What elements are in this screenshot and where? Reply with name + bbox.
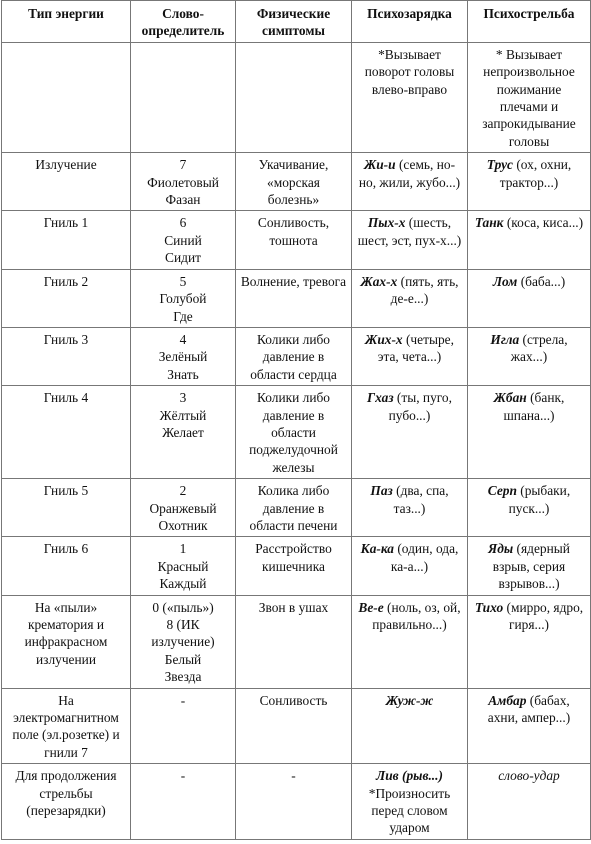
shot-key: Жбан: [493, 390, 527, 406]
shot-rest: (бабах, ахни, ампер...): [487, 692, 571, 726]
shot-rest: (банк, шпана...): [503, 390, 565, 423]
header-symptoms: Физические симптомы: [236, 1, 352, 43]
table-row-em: [2, 688, 591, 764]
header-row: [2, 1, 591, 43]
keyword-cell: [131, 211, 236, 269]
shot-rest: (ядерный взрыв, серия взрывов...): [492, 541, 570, 592]
shot-key: Игла: [490, 331, 520, 347]
keyword-number: 7: [179, 157, 187, 173]
shot-key: Серп: [487, 483, 517, 499]
table-row: [2, 327, 591, 385]
charge-rest: (ты, пуго, пубо...): [388, 390, 452, 423]
keyword-cell: [131, 479, 236, 537]
shot-key: Тихо: [474, 599, 504, 615]
table-row: [2, 479, 591, 537]
charge-rest: (семь, но-но, жили, жубо...): [358, 157, 461, 190]
keyword-cell: [131, 537, 236, 595]
charge-cell: [352, 764, 468, 840]
shot-cell: [468, 595, 591, 688]
keyword-word: Охотник: [158, 517, 208, 533]
shot-cell: [468, 269, 591, 327]
keyword-cell: -: [131, 764, 236, 840]
keyword-cell: -: [131, 688, 236, 764]
symptoms-cell: Сонливость: [236, 688, 352, 764]
charge-cell: [352, 327, 468, 385]
charge-rest: (четыре, эта, чета...): [377, 331, 454, 365]
energy-type-cell: Гниль 5: [2, 479, 131, 537]
shot-cell: [468, 537, 591, 595]
charge-rest: (пять, ять, де-е...): [390, 273, 459, 307]
energy-type-cell: Гниль 2: [2, 269, 131, 327]
shot-cell: [468, 211, 591, 269]
energy-type-cell: Гниль 3: [2, 327, 131, 385]
energy-type-cell: На электромагнитном поле (эл.розетке) и гнили 7: [2, 688, 131, 764]
keyword-line: 0 («пыль»): [152, 599, 214, 615]
keyword-color: Фиолетовый: [147, 174, 219, 190]
shot-cell: [468, 327, 591, 385]
charge-key: Гхаз: [367, 390, 394, 406]
symptoms-cell: Укачивание, «морская болезнь»: [236, 153, 352, 211]
keyword-line: Белый: [164, 651, 202, 667]
header-keyword: Слово-определитель: [131, 1, 236, 43]
shot-cell: [468, 153, 591, 211]
shot-key: Лом: [492, 273, 518, 289]
keyword-cell: [131, 153, 236, 211]
keyword-cell: [131, 327, 236, 385]
energy-type-cell: Гниль 1: [2, 211, 131, 269]
keyword-word: Где: [173, 308, 193, 324]
keyword-color: Синий: [164, 232, 202, 248]
charge-key: Жих-х: [365, 331, 403, 347]
keyword-line: Звезда: [164, 669, 202, 685]
keyword-word: Желает: [162, 424, 204, 440]
shot-key: Трус: [486, 157, 513, 173]
keyword-number: 6: [179, 215, 187, 231]
charge-cell: [352, 537, 468, 595]
energy-table: [1, 0, 591, 840]
shot-key: Амбар: [488, 692, 527, 708]
keyword-word: Каждый: [159, 576, 207, 592]
energy-type-cell: Для продолжения стрельбы (перезарядки): [2, 764, 131, 840]
charge-cell: [352, 211, 468, 269]
shot-key: Яды: [488, 541, 514, 557]
charge-key: Пых-х: [367, 215, 406, 231]
symptoms-cell: Звон в ушах: [236, 595, 352, 688]
charge-cell: [352, 269, 468, 327]
shot-cell: [468, 688, 591, 764]
header-energy-type: Тип энергии: [2, 1, 131, 43]
empty-cell: [2, 42, 131, 152]
symptoms-cell: Волнение, тревога: [236, 269, 352, 327]
charge-cell: [352, 479, 468, 537]
shot-key: Танк: [474, 215, 504, 231]
keyword-cell: [131, 595, 236, 688]
charge-cell: [352, 688, 468, 764]
charge-key: Жуж-ж: [385, 692, 434, 708]
energy-type-cell: Гниль 4: [2, 386, 131, 479]
keyword-number: 2: [179, 483, 187, 499]
shot-cell: [468, 386, 591, 479]
keyword-word: Знать: [167, 366, 199, 382]
energy-type-cell: Гниль 6: [2, 537, 131, 595]
table-row-reload: [2, 764, 591, 840]
shot-rest: (стрела, жах...): [510, 331, 568, 365]
table-row: [2, 269, 591, 327]
charge-cell: [352, 153, 468, 211]
keyword-cell: [131, 269, 236, 327]
keyword-word: Фазан: [165, 192, 201, 208]
shot-rest: (рыбаки, пуск...): [508, 483, 571, 516]
shot-rest: (ох, охни, трактор...): [499, 157, 572, 190]
shot-cell: [468, 479, 591, 537]
table-row: [2, 211, 591, 269]
header-charge: Психозарядка: [352, 1, 468, 43]
charge-key: Жи-и: [363, 157, 396, 173]
energy-type-cell: Излучение: [2, 153, 131, 211]
keyword-word: Сидит: [165, 250, 201, 266]
header-shot: Психострельба: [468, 1, 591, 43]
charge-key: Ве-е: [358, 599, 384, 615]
keyword-color: Оранжевый: [149, 500, 217, 516]
keyword-number: 1: [179, 541, 187, 557]
keyword-color: Зелёный: [158, 349, 208, 365]
notes-row: [2, 42, 591, 152]
charge-rest: (шесть, шест, эст, пух-х...): [357, 215, 462, 248]
shot-cell: [468, 764, 591, 840]
keyword-color: Голубой: [159, 291, 207, 307]
keyword-number: 4: [179, 331, 187, 347]
charge-key: Паз: [370, 483, 393, 499]
shot-rest: (баба...): [517, 273, 566, 289]
charge-key: Лив (рыв...): [376, 768, 443, 784]
charge-cell: [352, 386, 468, 479]
symptoms-cell: Расстройство кишечника: [236, 537, 352, 595]
keyword-number: 3: [179, 390, 187, 406]
charge-note: *Вызывает поворот головы влево-вправо: [352, 42, 468, 152]
shot-text: слово-удар: [498, 768, 560, 784]
symptoms-cell: Колики либо давление в области поджелудочной железы: [236, 386, 352, 479]
shot-rest: (мирро, ядро, гиря...): [503, 599, 584, 632]
charge-rest: (ноль, оз, ой, правильно...): [372, 599, 461, 632]
charge-key: Жах-х: [360, 273, 398, 289]
empty-cell: [131, 42, 236, 152]
keyword-number: 5: [179, 273, 187, 289]
table-row: [2, 153, 591, 211]
charge-rest: (два, спа, таз...): [392, 483, 449, 516]
energy-type-cell: На «пыли» крематория и инфракрасном излучении: [2, 595, 131, 688]
shot-note: * Вызывает непроизвольное пожимание плечами и запрокидывание головы: [468, 42, 591, 152]
keyword-line: 8 (ИК излучение): [151, 617, 215, 650]
shot-rest: (коса, киса...): [503, 215, 584, 231]
charge-rest: (один, ода, ка-а...): [390, 541, 459, 574]
symptoms-cell: Колики либо давление в области сердца: [236, 327, 352, 385]
symptoms-cell: -: [236, 764, 352, 840]
keyword-color: Красный: [157, 558, 209, 574]
table-row: [2, 537, 591, 595]
table-row-pyl: [2, 595, 591, 688]
charge-cell: [352, 595, 468, 688]
charge-note: *Произносить перед словом ударом: [368, 785, 451, 836]
charge-key: Ка-ка: [360, 541, 394, 557]
keyword-cell: [131, 386, 236, 479]
keyword-color: Жёлтый: [159, 407, 207, 423]
symptoms-cell: Сонливость, тошнота: [236, 211, 352, 269]
table-row: [2, 386, 591, 479]
empty-cell: [236, 42, 352, 152]
symptoms-cell: Колика либо давление в области печени: [236, 479, 352, 537]
